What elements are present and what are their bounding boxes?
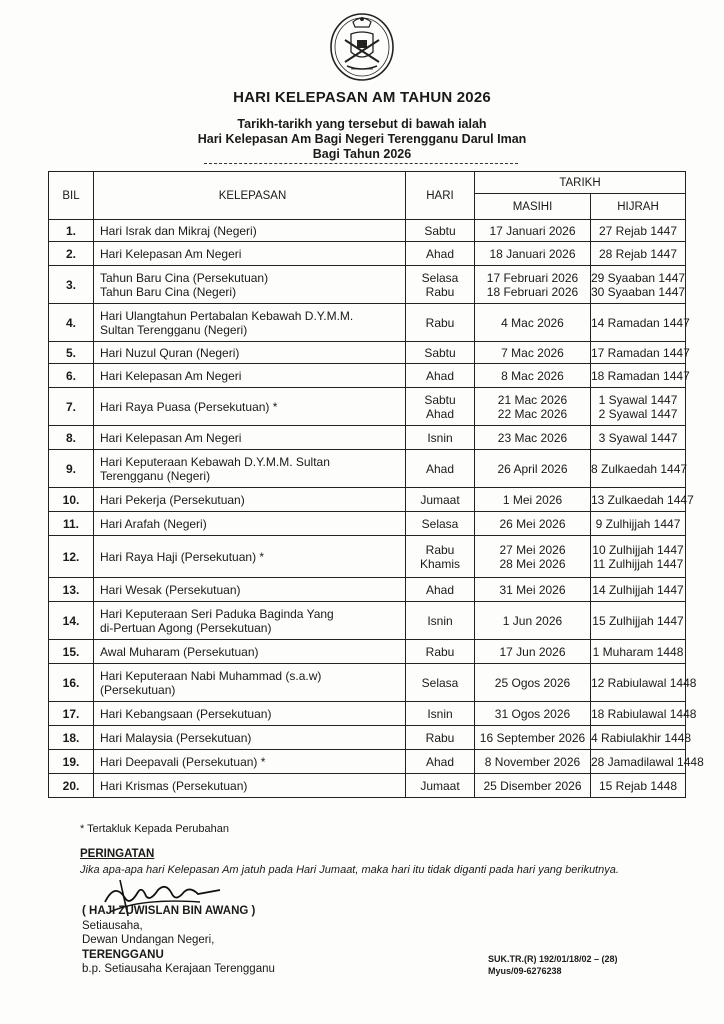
holiday-table	[48, 171, 704, 798]
signatory-position: Setiausaha,	[82, 919, 143, 932]
cell-hari	[406, 702, 475, 726]
cell-masihi-line: 18 Januari 2026	[489, 246, 576, 261]
cell-kelepasan	[94, 664, 406, 702]
cell-hari	[406, 388, 475, 426]
cell-hari-line: Khamis	[419, 556, 460, 571]
peringatan-label: PERINGATAN	[80, 848, 155, 860]
cell-hijrah-line: 18 Rabiulawal 1448	[591, 706, 697, 721]
cell-masihi	[475, 304, 591, 342]
cell-masihi	[475, 726, 591, 750]
cell-hijrah-line: 12 Rabiulawal 1448	[591, 675, 697, 690]
cell-kelepasan	[94, 640, 406, 664]
cell-hari	[406, 364, 475, 388]
subtitle-line-3: Bagi Tahun 2026	[312, 147, 412, 161]
holiday-rows	[49, 220, 704, 798]
cell-hijrah	[591, 750, 704, 774]
cell-kelepasan-line: Hari Keputeraan Nabi Muhammad (s.a.w)	[100, 668, 322, 683]
header-hari: HARI	[406, 172, 475, 220]
cell-hari-line: Rabu	[425, 284, 455, 299]
cell-masihi-line: 25 Ogos 2026	[494, 675, 571, 690]
cell-hari	[406, 488, 475, 512]
cell-bil: 9.	[49, 450, 94, 488]
cell-bil: 18.	[49, 726, 94, 750]
cell-bil: 19.	[49, 750, 94, 774]
reference-code: Myus/09-6276238	[488, 966, 562, 976]
cell-kelepasan	[94, 342, 406, 364]
cell-hijrah	[591, 388, 686, 426]
cell-masihi-line: 18 Februari 2026	[486, 284, 579, 299]
cell-masihi	[475, 450, 591, 488]
cell-masihi	[475, 750, 591, 774]
cell-bil: 17.	[49, 702, 94, 726]
cell-kelepasan-line: (Persekutuan)	[100, 682, 176, 697]
cell-hari	[406, 242, 475, 266]
cell-masihi-line: 8 Mac 2026	[501, 368, 564, 383]
signatory-department: Dewan Undangan Negeri,	[82, 934, 215, 946]
cell-masihi-line: 16 September 2026	[479, 730, 586, 745]
cell-kelepasan-line: Hari Keputeraan Kebawah D.Y.M.M. Sultan	[100, 454, 330, 469]
cell-kelepasan	[94, 578, 406, 602]
cell-masihi-line: 17 Februari 2026	[486, 270, 579, 285]
cell-kelepasan-line: Hari Kelepasan Am Negeri	[100, 430, 242, 445]
terengganu-state-crest-icon	[327, 10, 397, 82]
cell-hari	[406, 450, 475, 488]
cell-kelepasan-line: Hari Raya Puasa (Persekutuan) *	[100, 399, 278, 414]
cell-hijrah	[591, 220, 686, 242]
cell-hijrah	[591, 488, 694, 512]
cell-kelepasan-line: Hari Raya Haji (Persekutuan) *	[100, 549, 265, 564]
cell-hijrah	[591, 450, 686, 488]
cell-hari-line: Ahad	[425, 368, 455, 383]
cell-kelepasan-line: Hari Kelepasan Am Negeri	[100, 368, 242, 383]
cell-hijrah-line: 30 Syaaban 1447	[591, 284, 686, 299]
cell-hijrah-line: 17 Ramadan 1447	[591, 345, 690, 360]
table-row	[49, 640, 686, 664]
cell-masihi-line: 21 Mac 2026	[497, 392, 568, 407]
cell-kelepasan	[94, 388, 406, 426]
cell-bil: 3.	[49, 266, 94, 304]
cell-hari	[406, 536, 475, 578]
cell-hijrah-line: 2 Syawal 1447	[598, 406, 678, 421]
cell-hijrah-line: 3 Syawal 1447	[598, 430, 678, 445]
table-row	[49, 726, 686, 750]
peringatan-text: Jika apa-apa hari Kelepasan Am jatuh pada Hari Jumaat, maka hari itu tidak diganti pada hari yang berikutnya.	[80, 864, 619, 876]
cell-masihi-line: 23 Mac 2026	[497, 430, 568, 445]
cell-hijrah	[591, 664, 697, 702]
cell-kelepasan-line: Hari Kelepasan Am Negeri	[100, 246, 242, 261]
cell-hari-line: Sabtu	[424, 223, 456, 238]
signatory-on-behalf: b.p. Setiausaha Kerajaan Terengganu	[82, 963, 275, 975]
cell-masihi	[475, 702, 591, 726]
cell-hijrah	[591, 578, 686, 602]
table-row	[49, 702, 686, 726]
header-bil: BIL	[49, 172, 94, 220]
cell-hijrah-line: 29 Syaaban 1447	[591, 270, 686, 285]
table-row	[49, 388, 686, 426]
cell-hari-line: Selasa	[421, 675, 459, 690]
cell-masihi-line: 7 Mac 2026	[501, 345, 564, 360]
cell-hari	[406, 774, 475, 798]
subtitle-line-1: Tarikh-tarikh yang tersebut di bawah ialah	[237, 117, 487, 131]
cell-hijrah-line: 9 Zulhijjah 1447	[595, 516, 681, 531]
cell-kelepasan	[94, 364, 406, 388]
cell-kelepasan-line: Terengganu (Negeri)	[100, 468, 211, 483]
signatory-name: ( HAJI ZUWISLAN BIN AWANG )	[82, 905, 256, 917]
cell-hijrah-line: 18 Ramadan 1447	[591, 368, 690, 383]
cell-masihi	[475, 602, 591, 640]
cell-kelepasan	[94, 774, 406, 798]
table-row	[49, 450, 686, 488]
document-title: HARI KELEPASAN AM TAHUN 2026	[233, 89, 491, 106]
cell-kelepasan	[94, 726, 406, 750]
cell-masihi-line: 31 Mei 2026	[499, 582, 566, 597]
cell-masihi-line: 8 November 2026	[484, 754, 581, 769]
cell-kelepasan-line: Hari Wesak (Persekutuan)	[100, 582, 241, 597]
cell-masihi	[475, 242, 591, 266]
cell-masihi	[475, 640, 591, 664]
cell-masihi-line: 27 Mei 2026	[499, 542, 566, 557]
cell-kelepasan-line: Sultan Terengganu (Negeri)	[100, 322, 248, 337]
cell-hari	[406, 726, 475, 750]
cell-hari-line: Ahad	[425, 246, 455, 261]
table-row	[49, 664, 686, 702]
cell-masihi-line: 26 April 2026	[497, 461, 568, 476]
header-kelepasan: KELEPASAN	[94, 172, 406, 220]
cell-masihi-line: 25 Disember 2026	[483, 778, 582, 793]
cell-kelepasan	[94, 512, 406, 536]
cell-bil: 5.	[49, 342, 94, 364]
cell-hijrah	[591, 640, 686, 664]
cell-hari-line: Ahad	[425, 461, 455, 476]
cell-hijrah	[591, 266, 686, 304]
cell-bil: 6.	[49, 364, 94, 388]
cell-hijrah-line: 27 Rejab 1447	[598, 223, 678, 238]
table-row	[49, 242, 686, 266]
cell-hari-line: Sabtu	[424, 392, 456, 407]
cell-bil: 8.	[49, 426, 94, 450]
cell-bil: 7.	[49, 388, 94, 426]
cell-hari	[406, 750, 475, 774]
table-row	[49, 774, 686, 798]
cell-hari	[406, 304, 475, 342]
cell-hari	[406, 602, 475, 640]
cell-hari-line: Isnin	[427, 613, 453, 628]
cell-masihi-line: 31 Ogos 2026	[494, 706, 571, 721]
cell-hari	[406, 664, 475, 702]
cell-hijrah-line: 11 Zulhijjah 1447	[592, 556, 684, 571]
cell-bil: 10.	[49, 488, 94, 512]
signatory-block	[82, 904, 275, 977]
cell-hijrah	[591, 304, 690, 342]
cell-kelepasan	[94, 242, 406, 266]
cell-masihi-line: 17 Jun 2026	[499, 644, 566, 659]
reference-block	[488, 953, 618, 977]
subtitle-line-2: Hari Kelepasan Am Bagi Negeri Terengganu Darul Iman	[197, 132, 527, 146]
cell-hijrah	[591, 512, 686, 536]
cell-masihi	[475, 512, 591, 536]
cell-masihi	[475, 342, 591, 364]
cell-hari-line: Selasa	[421, 270, 459, 285]
cell-kelepasan	[94, 488, 406, 512]
cell-masihi	[475, 488, 591, 512]
cell-bil: 12.	[49, 536, 94, 578]
footnote: * Tertakluk Kepada Perubahan	[80, 823, 230, 835]
cell-bil: 20.	[49, 774, 94, 798]
cell-bil: 14.	[49, 602, 94, 640]
cell-kelepasan	[94, 304, 406, 342]
cell-hari	[406, 578, 475, 602]
cell-kelepasan	[94, 750, 406, 774]
cell-kelepasan-line: Hari Pekerja (Persekutuan)	[100, 492, 245, 507]
cell-kelepasan	[94, 220, 406, 242]
cell-hijrah-line: 28 Rejab 1447	[598, 246, 678, 261]
cell-kelepasan-line: Hari Krismas (Persekutuan)	[100, 778, 248, 793]
table-row	[49, 364, 686, 388]
cell-bil: 4.	[49, 304, 94, 342]
cell-hijrah	[591, 242, 686, 266]
cell-hijrah	[591, 702, 697, 726]
table-row	[49, 266, 686, 304]
table-row	[49, 342, 686, 364]
cell-kelepasan-line: Awal Muharam (Persekutuan)	[100, 644, 259, 659]
cell-kelepasan-line: Hari Nuzul Quran (Negeri)	[100, 345, 240, 360]
cell-masihi	[475, 426, 591, 450]
cell-masihi	[475, 266, 591, 304]
cell-hijrah	[591, 726, 692, 750]
table-row	[49, 220, 686, 242]
cell-hari	[406, 266, 475, 304]
cell-kelepasan-line: Hari Israk dan Mikraj (Negeri)	[100, 223, 257, 238]
table-row	[49, 512, 686, 536]
table-row	[49, 304, 686, 342]
cell-hijrah-line: 14 Ramadan 1447	[591, 315, 690, 330]
cell-masihi	[475, 388, 591, 426]
cell-hijrah	[591, 342, 690, 364]
cell-bil: 16.	[49, 664, 94, 702]
header-hijrah: HIJRAH	[591, 194, 686, 220]
cell-kelepasan	[94, 602, 406, 640]
cell-kelepasan-line: Hari Arafah (Negeri)	[100, 516, 207, 531]
cell-hijrah-line: 1 Syawal 1447	[598, 392, 678, 407]
cell-masihi	[475, 664, 591, 702]
signatory-state: TERENGGANU	[82, 948, 164, 961]
cell-masihi-line: 17 Januari 2026	[489, 223, 576, 238]
cell-hari-line: Ahad	[425, 582, 455, 597]
cell-kelepasan	[94, 536, 406, 578]
dashed-divider	[204, 163, 518, 164]
cell-masihi	[475, 536, 591, 578]
cell-kelepasan-line: Tahun Baru Cina (Negeri)	[100, 284, 237, 299]
cell-hijrah-line: 13 Zulkaedah 1447	[591, 492, 694, 507]
cell-hari	[406, 220, 475, 242]
cell-hijrah-line: 15 Zulhijjah 1447	[592, 613, 684, 628]
cell-hari	[406, 342, 475, 364]
cell-masihi-line: 1 Mei 2026	[502, 492, 563, 507]
cell-kelepasan-line: Tahun Baru Cina (Persekutuan)	[100, 270, 269, 285]
cell-hijrah	[591, 774, 686, 798]
cell-hijrah-line: 10 Zulhijjah 1447	[592, 542, 684, 557]
cell-hijrah	[591, 426, 686, 450]
cell-hari-line: Isnin	[427, 706, 453, 721]
table-row	[49, 750, 686, 774]
table-row	[49, 578, 686, 602]
cell-bil: 2.	[49, 242, 94, 266]
cell-masihi	[475, 220, 591, 242]
cell-hari-line: Jumaat	[420, 492, 460, 507]
reference-file-no: SUK.TR.(R) 192/01/18/02 – (28)	[488, 954, 618, 964]
cell-hari	[406, 512, 475, 536]
header-tarikh: TARIKH	[475, 172, 686, 194]
cell-masihi-line: 4 Mac 2026	[501, 315, 564, 330]
cell-kelepasan-line: Hari Keputeraan Seri Paduka Baginda Yang	[100, 606, 334, 621]
cell-bil: 13.	[49, 578, 94, 602]
table-row	[49, 536, 686, 578]
cell-masihi-line: 1 Jun 2026	[502, 613, 563, 628]
cell-kelepasan	[94, 702, 406, 726]
table-row	[49, 488, 686, 512]
cell-hijrah	[591, 364, 690, 388]
cell-bil: 15.	[49, 640, 94, 664]
cell-kelepasan-line: Hari Ulangtahun Pertabalan Kebawah D.Y.M.M.	[100, 308, 354, 323]
cell-hijrah-line: 15 Rejab 1448	[598, 778, 678, 793]
cell-hari-line: Ahad	[425, 406, 455, 421]
cell-hari	[406, 640, 475, 664]
cell-hijrah-line: 28 Jamadilawal 1448	[591, 754, 704, 769]
cell-hari-line: Rabu	[425, 644, 455, 659]
cell-hari	[406, 426, 475, 450]
cell-masihi	[475, 578, 591, 602]
cell-masihi	[475, 774, 591, 798]
cell-hari-line: Ahad	[425, 754, 455, 769]
cell-kelepasan-line: Hari Malaysia (Persekutuan)	[100, 730, 252, 745]
cell-kelepasan	[94, 450, 406, 488]
cell-hijrah	[591, 536, 686, 578]
cell-hari-line: Isnin	[427, 430, 453, 445]
cell-hari-line: Selasa	[421, 516, 459, 531]
cell-masihi-line: 22 Mac 2026	[497, 406, 568, 421]
cell-kelepasan-line: Hari Deepavali (Persekutuan) *	[100, 754, 266, 769]
cell-masihi	[475, 364, 591, 388]
cell-masihi-line: 28 Mei 2026	[499, 556, 566, 571]
cell-hari-line: Rabu	[425, 315, 455, 330]
cell-hari-line: Rabu	[425, 542, 455, 557]
cell-hari-line: Jumaat	[420, 778, 460, 793]
header-masihi: MASIHI	[475, 194, 591, 220]
cell-masihi-line: 26 Mei 2026	[499, 516, 566, 531]
cell-hijrah	[591, 602, 686, 640]
table-row	[49, 602, 686, 640]
cell-kelepasan	[94, 426, 406, 450]
cell-hari-line: Rabu	[425, 730, 455, 745]
cell-kelepasan-line: Hari Kebangsaan (Persekutuan)	[100, 706, 272, 721]
cell-bil: 11.	[49, 512, 94, 536]
cell-kelepasan	[94, 266, 406, 304]
cell-hijrah-line: 4 Rabiulakhir 1448	[591, 730, 692, 745]
cell-hijrah-line: 14 Zulhijjah 1447	[592, 582, 684, 597]
table-row	[49, 426, 686, 450]
cell-bil: 1.	[49, 220, 94, 242]
cell-hijrah-line: 1 Muharam 1448	[592, 644, 684, 659]
cell-kelepasan-line: di-Pertuan Agong (Persekutuan)	[100, 620, 272, 635]
cell-hijrah-line: 8 Zulkaedah 1447	[591, 461, 688, 476]
cell-hari-line: Sabtu	[424, 345, 456, 360]
